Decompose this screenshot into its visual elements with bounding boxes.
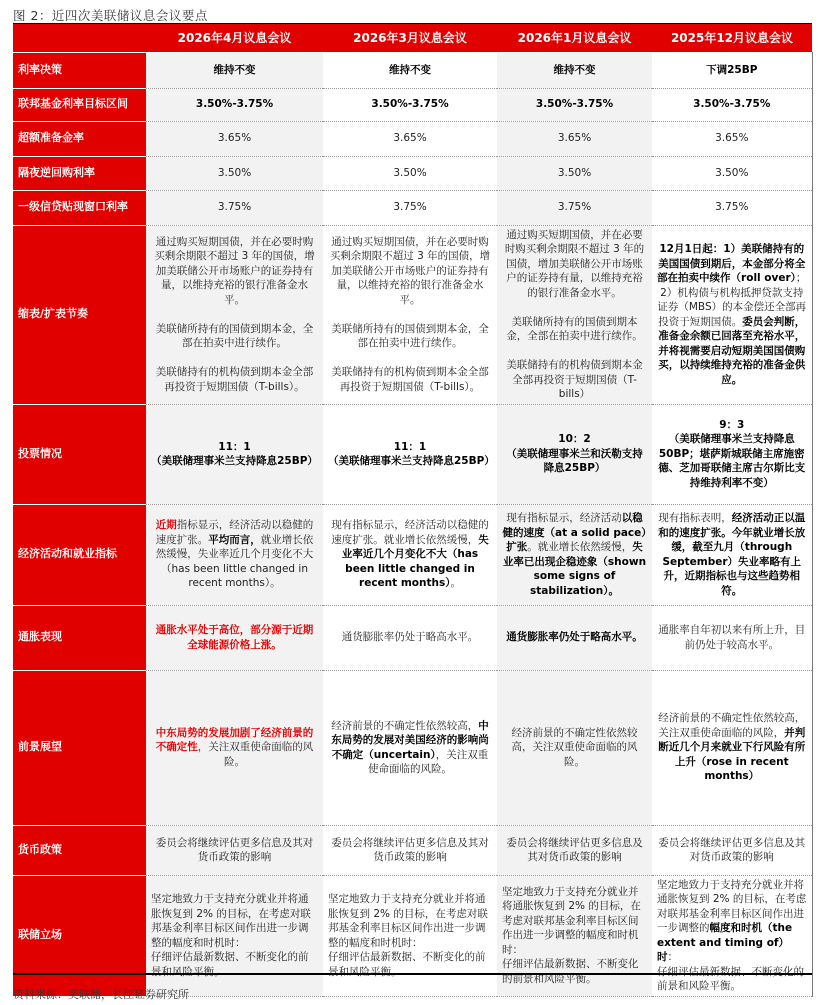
- cell-text: 3.65%: [393, 132, 427, 145]
- table-cell: [323, 225, 497, 404]
- row-label: 隔夜逆回购利率: [13, 156, 146, 190]
- table-row: [13, 190, 812, 225]
- cell-text: 现有指标显示，经济活动: [506, 512, 622, 524]
- cell-text: 通过购买短期国债，并在必要时购买剩余期限不超过 3 年的国债，增加美联储公开市场账户的证券持有量，以维持充裕的银行准备金水平。 美联储所持有的国债到期本金，全部在拍卖中进行续作。 美联储持有的机构债到期本金全部再投资于短期国债（T-bills）: [504, 228, 645, 400]
- cell-text: ，关注双重使命面临的风险。: [368, 748, 489, 775]
- bold-text: 幅度和时机（the extent and timing of）时: [657, 922, 793, 963]
- row-label: 投票情况: [13, 404, 146, 504]
- highlight-text: 通胀水平处于高位，部分源于近期全球能源价格上涨。: [155, 624, 314, 651]
- cell-text: 3.75%: [715, 201, 749, 214]
- table-cell: [146, 670, 323, 825]
- cell-text: 3.75%: [217, 201, 252, 214]
- table-row: [13, 52, 812, 88]
- bold-text: 委员会判断，准备金余额已回落至充裕水平，并将视需要启动短期美国国债购买，以持续维持充裕的准备金供应。: [658, 315, 806, 386]
- fomc-comparison-table: [13, 24, 813, 997]
- row-label: 超额准备金率: [13, 121, 146, 156]
- table-cell: [146, 121, 323, 156]
- cell-text: 3.50%: [715, 166, 749, 179]
- table-cell: [652, 670, 812, 825]
- table-cell: [146, 404, 323, 504]
- table-cell: [497, 225, 652, 404]
- row-label: 通胀表现: [13, 605, 146, 670]
- cell-text: 委员会将继续评估更多信息及其对货币政策的影响: [506, 836, 643, 863]
- table-cell: [323, 605, 497, 670]
- figure-title: 图 2：近四次美联储议息会议要点: [13, 8, 208, 23]
- cell-text: 现有指标显示，经济活动以稳健的速度扩张。就业增长依然缓慢，: [331, 519, 489, 546]
- table-row: [13, 825, 812, 875]
- table-row: [13, 875, 812, 996]
- cell-text: 坚定地致力于支持充分就业并将通胀恢复到 2% 的目标，在考虑对联邦基金利率目标区间作出进一步调整的: [657, 878, 807, 934]
- bold-text: 并判断近几个月来就业下行风险有所上升（rose in recent months）: [658, 726, 806, 783]
- table-row: [13, 225, 812, 404]
- table-row: [13, 156, 812, 190]
- bold-text: 11：1 （美联储理事米兰支持降息25BP）: [151, 440, 318, 467]
- cell-text: 3.50%: [393, 166, 427, 179]
- cell-text: 通过购买短期国债，并在必要时购买剩余期限不超过 3 年的国债，增加美联储公开市场账户的证券持有量，以维持充裕的银行准备金水平。 美联储所持有的国债到期本金，全部在拍卖中进行续作。 美联储持有的机构债到期本金全部再投资于短期国债（T-bills）。: [154, 235, 315, 393]
- table-cell: [146, 190, 323, 225]
- cell-text: 就业增长依然缓慢，失业率近几个月变化不大（has been little changed in recent months）。: [155, 533, 314, 590]
- table-cell: [652, 875, 812, 996]
- table-cell: [652, 225, 812, 404]
- table-cell: [652, 605, 812, 670]
- table-cell: [146, 52, 323, 88]
- table-cell: [497, 504, 652, 605]
- cell-text: 3.50%: [557, 166, 592, 179]
- table-cell: [323, 88, 497, 121]
- cell-text: 通胀率自年初以来有所上升，目前仍处于较高水平。: [658, 624, 806, 651]
- table-row: [13, 504, 812, 605]
- bold-text: 维持不变: [553, 63, 596, 76]
- bold-text: 12月1日起：1）美联储持有的美国国债到期后，本金部分将全部在拍卖中续作（roll over）: [657, 243, 806, 284]
- table-cell: [323, 52, 497, 88]
- table-cell: [323, 825, 497, 875]
- cell-text: 3.75%: [557, 201, 592, 214]
- table-bottom-divider: [13, 973, 812, 975]
- table-cell: [652, 190, 812, 225]
- bold-text: 经济活动正以温和的速度扩张。今年就业增长放缓，截至九月（through September）失业率略有上升，近期指标也与这些趋势相符。: [658, 512, 806, 597]
- row-label: 利率决策: [13, 52, 146, 88]
- table-cell: [146, 605, 323, 670]
- bold-text: 3.50%-3.75%: [693, 98, 771, 111]
- table-cell: [497, 121, 652, 156]
- table-cell: [497, 605, 652, 670]
- bold-text: 失业率已出现企稳迹象（shown some signs of stabilization）。: [502, 541, 647, 597]
- bold-text: 3.50%-3.75%: [535, 98, 614, 111]
- table-cell: [323, 190, 497, 225]
- cell-text: 3.75%: [393, 201, 427, 214]
- table-cell: [146, 88, 323, 121]
- cell-text: ，关注双重使命面临的风险。: [197, 741, 314, 768]
- cell-text: ；2）机构债与机构抵押贷款支持证券（MBS）的本金偿还全部再投资于短期国债。: [657, 272, 807, 328]
- cell-text: 经济前景的不确定性依然较高，: [331, 719, 479, 732]
- bold-text: 3.50%-3.75%: [371, 98, 449, 111]
- cell-text: 坚定地致力于支持充分就业并将通胀恢复到 2% 的目标，在考虑对联邦基金利率目标区间作出进一步调整的幅度和时机时： 仔细评估最新数据、不断变化的前景和风险平衡。: [151, 893, 311, 978]
- bold-text: 维持不变: [213, 63, 256, 76]
- cell-text: 3.65%: [557, 132, 592, 145]
- cell-text: 通货膨胀率仍处于略高水平。: [341, 631, 479, 644]
- column-header: 2026年4月议息会议: [146, 24, 323, 52]
- table-cell: [323, 121, 497, 156]
- table-cell: [497, 404, 652, 504]
- table-cell: [652, 52, 812, 88]
- table-cell: [652, 404, 812, 504]
- row-label: 前景展望: [13, 670, 146, 825]
- table-row: [13, 670, 812, 825]
- table-cell: [652, 88, 812, 121]
- table-row: [13, 88, 812, 121]
- cell-text: 委员会将继续评估更多信息及其对货币政策的影响: [658, 836, 806, 863]
- cell-text: ： 仔细评估最新数据、不断变化的前景和风险平衡。: [657, 951, 804, 992]
- cell-text: 。就业增长依然缓慢，: [527, 541, 633, 553]
- column-header: 2025年12月议息会议: [652, 24, 812, 52]
- bold-text: 维持不变: [389, 63, 431, 76]
- table-cell: [652, 504, 812, 605]
- highlight-text: 中东局势的发展加剧了经济前景的不确定性: [155, 726, 314, 754]
- cell-text: 指标显示，经济活动以稳健的速度扩张。: [155, 519, 314, 546]
- table-cell: [323, 670, 497, 825]
- table-cell: [652, 121, 812, 156]
- bold-text: 中东局势的发展对美国经济的影响尚不确定（uncertain）: [331, 719, 489, 761]
- bold-text: 下调25BP: [706, 63, 758, 76]
- cell-text: 3.65%: [715, 132, 749, 145]
- cell-text: 经济前景的不确定性依然较高，关注双重使命面临的风险。: [511, 726, 638, 768]
- table-cell: [146, 825, 323, 875]
- bold-text: 以稳健的速度（at a solid pace）扩张: [502, 512, 647, 553]
- bold-text: 11：1 （美联储理事米兰支持降息25BP）: [328, 440, 495, 467]
- table-cell: [497, 88, 652, 121]
- table-cell: [497, 156, 652, 190]
- table-cell: [323, 504, 497, 605]
- cell-text: 3.50%: [217, 166, 252, 179]
- bold-text: 10：2 （美联储理事米兰和沃勒支持降息25BP）: [506, 433, 643, 475]
- table-cell: [652, 825, 812, 875]
- source-note: 资料来源：美联储，长江证券研究所: [13, 988, 189, 1001]
- bold-text: 3.50%-3.75%: [195, 98, 274, 111]
- row-label: 联储立场: [13, 875, 146, 996]
- cell-text: 坚定地致力于支持充分就业并将通胀恢复到 2% 的目标，在考虑对联邦基金利率目标区间作出进一步调整的幅度和时机时： 仔细评估最新数据、不断变化的前景和风险平衡。: [502, 885, 641, 985]
- table-cell: [497, 825, 652, 875]
- cell-text: 3.65%: [217, 132, 252, 145]
- header-row: [13, 24, 812, 52]
- cell-text: 现有指标表明，: [658, 512, 732, 524]
- row-label: 联邦基金利率目标区间: [13, 88, 146, 121]
- row-label: 缩表/扩表节奏: [13, 225, 146, 404]
- bold-text: 9：3 （美联储理事米兰支持降息50BP；堪萨斯城联储主席施密德、芝加哥联储主席古尔斯比支持维持利率不变）: [658, 418, 806, 489]
- table-cell: [323, 404, 497, 504]
- row-label: 经济活动和就业指标: [13, 504, 146, 605]
- column-header: 2026年1月议息会议: [497, 24, 652, 52]
- highlight-text: 近期: [155, 519, 177, 532]
- table-cell: [652, 156, 812, 190]
- table-cell: [497, 190, 652, 225]
- cell-text: 。: [450, 577, 461, 590]
- cell-text: 经济前景的不确定性依然较高，关注双重使命面临的风险，: [658, 712, 806, 739]
- table-cell: [146, 875, 323, 996]
- table-cell: [497, 875, 652, 996]
- header-corner: [13, 24, 146, 52]
- column-header: 2026年3月议息会议: [323, 24, 497, 52]
- cell-text: 委员会将继续评估更多信息及其对货币政策的影响: [331, 836, 489, 863]
- table-cell: [146, 504, 323, 605]
- table-cell: [497, 670, 652, 825]
- table-cell: [146, 156, 323, 190]
- cell-text: 委员会将继续评估更多信息及其对货币政策的影响: [155, 836, 314, 863]
- table-row: [13, 605, 812, 670]
- table-cell: [146, 225, 323, 404]
- bold-text: 通货膨胀率仍处于略高水平。: [506, 631, 643, 644]
- table-row: [13, 404, 812, 504]
- cell-text: 坚定地致力于支持充分就业并将通胀恢复到 2% 的目标，在考虑对联邦基金利率目标区间作出进一步调整的幅度和时机时： 仔细评估最新数据、不断变化的前景和风险平衡。: [328, 893, 488, 978]
- table-cell: [323, 875, 497, 996]
- row-label: 货币政策: [13, 825, 146, 875]
- table-row: [13, 121, 812, 156]
- table-cell: [323, 156, 497, 190]
- row-label: 一级信贷贴现窗口利率: [13, 190, 146, 225]
- cell-text: 通过购买短期国债，并在必要时购买剩余期限不超过 3 年的国债，增加美联储公开市场账户的证券持有量，以维持充裕的银行准备金水平。 美联储所持有的国债到期本金，全部在拍卖中进行续作。 美联储持有的机构债到期本金全部再投资于短期国债（T-bills）。: [329, 235, 491, 393]
- table-cell: [497, 52, 652, 88]
- bold-text: 平均而言，: [208, 533, 261, 546]
- bold-text: 失业率近几个月变化不大（has been little changed in recent months）: [341, 533, 489, 590]
